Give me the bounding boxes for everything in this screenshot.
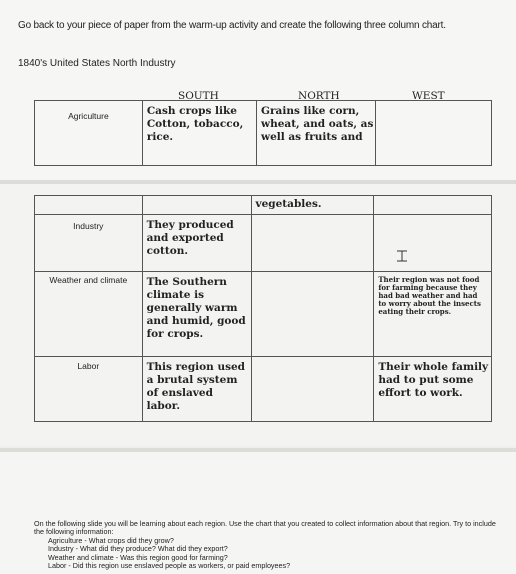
info-item-labor: Labor - Did this region use enslaved people as workers, or paid employees? <box>48 561 291 571</box>
row-label-industry: Industry <box>35 215 143 272</box>
text-cursor-icon <box>395 250 409 262</box>
row-label-agriculture: Agriculture <box>35 101 143 166</box>
cell-north-labor <box>251 357 374 422</box>
cell-west-weather: Their region was not food for farming because they had bad weather and had to worry about the insects eating their crops. <box>374 272 492 357</box>
slide-subheading: 1840's United States North Industry <box>18 58 176 69</box>
cell-north-agriculture: Grains like corn, wheat, and oats, as well as fruits and <box>257 101 376 166</box>
slide-1 <box>0 0 516 180</box>
cell-west-industry <box>374 215 492 272</box>
cell-south-labor: This region used a brutal system of enslaved labor. <box>142 357 251 422</box>
slide-3-intro: On the following slide you will be learning about each region. Use the chart that you created to collect information about that region. Try to include the following information: <box>34 519 496 537</box>
row-label-weather: Weather and climate <box>35 272 143 357</box>
slide-3-instructions <box>34 520 504 570</box>
cell-west-agriculture <box>376 101 492 166</box>
cell-south-agriculture: Cash crops like Cotton, tobacco, rice. <box>142 101 256 166</box>
chart-table-1 <box>34 100 492 166</box>
cell-north-weather <box>251 272 374 357</box>
column-header-west: WEST <box>412 90 445 102</box>
cell-south-weather: The Southern climate is generally warm and humid, good for crops. <box>142 272 251 357</box>
row-label-labor: Labor <box>35 357 143 422</box>
cell-south-industry: They produced and exported cotton. <box>142 215 251 272</box>
info-item-agriculture: Agriculture - What crops did they grow? <box>48 535 174 545</box>
cell-empty-top-west <box>374 196 492 215</box>
instruction-text: Go back to your piece of paper from the warm-up activity and create the following three column chart. <box>18 20 446 31</box>
column-header-south: SOUTH <box>178 90 219 102</box>
cell-north-note: vegetables. <box>251 196 374 215</box>
cell-empty-top-south <box>142 196 251 215</box>
column-header-north: NORTH <box>298 90 340 102</box>
info-item-industry: Industry - What did they produce? What did they export? <box>48 544 228 554</box>
cell-west-labor: Their whole family had to put some effort to work. <box>374 357 492 422</box>
slide-2 <box>0 184 516 446</box>
info-item-weather: Weather and climate - Was this region good for farming? <box>48 552 228 562</box>
chart-table-2 <box>34 195 492 422</box>
cell-north-industry <box>251 215 374 272</box>
cell-empty-top-left <box>35 196 143 215</box>
